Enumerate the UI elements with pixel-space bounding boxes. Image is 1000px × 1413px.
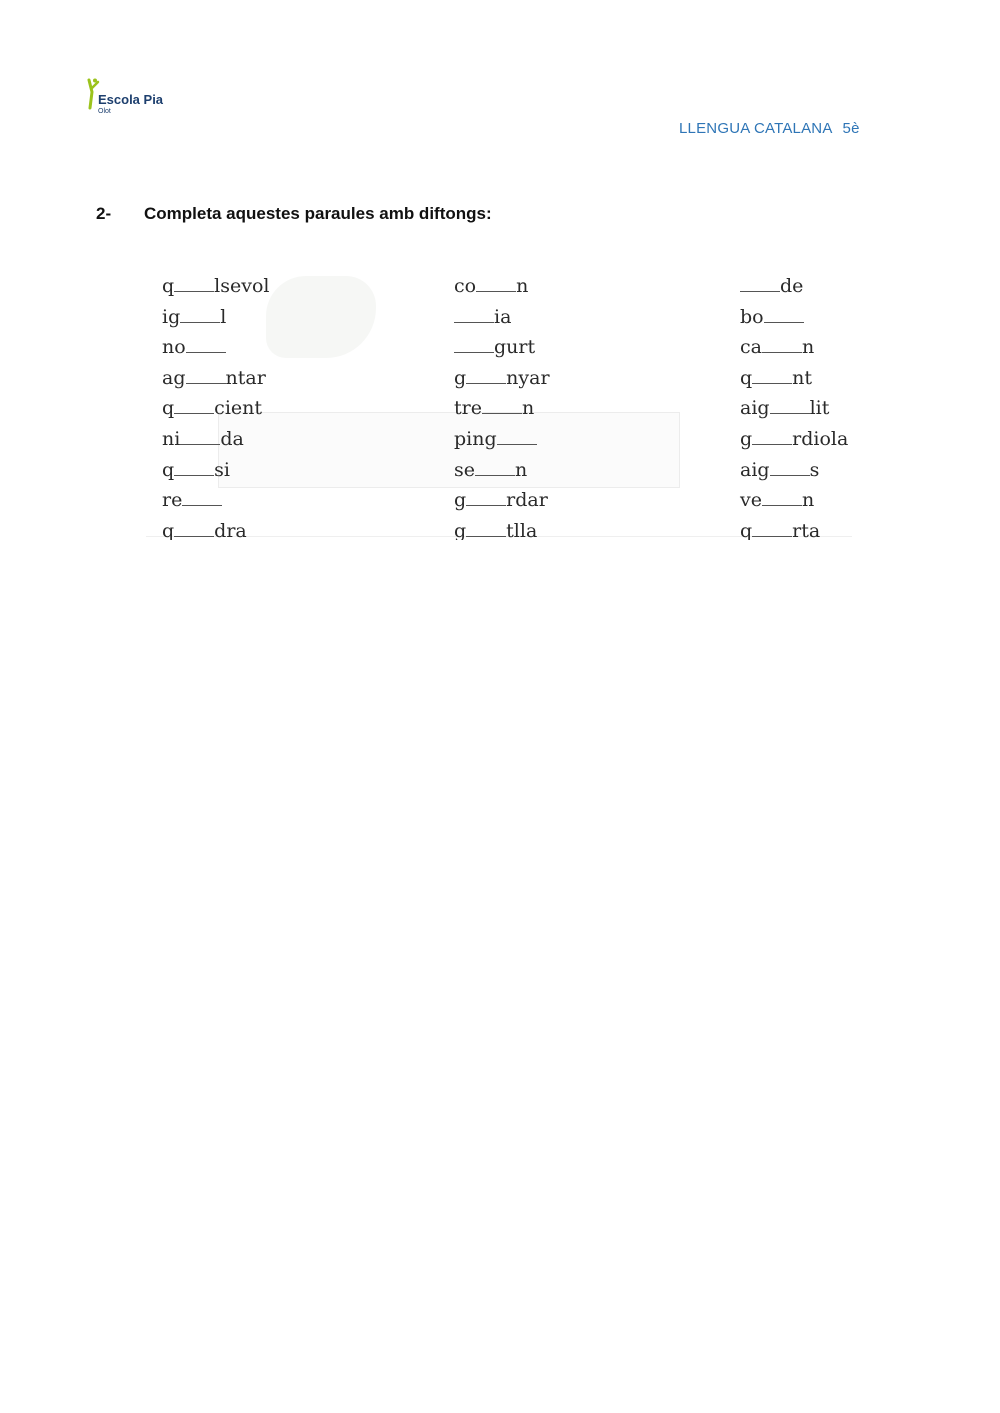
fill-in-word (740, 458, 819, 482)
subject-header (679, 120, 860, 137)
word-suffix: n (515, 458, 528, 481)
subject-name: LLENGUA CATALANA (679, 120, 833, 137)
word-suffix: l (220, 305, 227, 328)
fill-in-word (162, 305, 226, 329)
school-name: Escola Pia (98, 92, 164, 107)
word-blank[interactable] (764, 305, 804, 323)
word-prefix: aig (740, 397, 770, 420)
word-blank[interactable] (466, 519, 506, 537)
word-suffix: rdiola (792, 428, 849, 450)
word-blank[interactable] (174, 396, 214, 414)
word-blank[interactable] (475, 458, 515, 476)
word-blank[interactable] (182, 488, 222, 506)
word-blank[interactable] (762, 488, 802, 506)
word-blank[interactable] (466, 366, 506, 384)
fill-in-word (162, 335, 226, 359)
fill-in-word (740, 488, 814, 512)
fill-in-word (740, 366, 812, 390)
word-blank[interactable] (180, 305, 220, 323)
word-blank[interactable] (454, 305, 494, 323)
word-suffix: dra (214, 519, 247, 540)
word-blank[interactable] (752, 366, 792, 384)
word-prefix: g (454, 489, 467, 512)
word-blank[interactable] (762, 335, 802, 353)
fill-in-word (740, 427, 848, 451)
word-blank[interactable] (174, 519, 214, 537)
word-prefix: co (454, 275, 477, 297)
word-blank[interactable] (482, 396, 522, 414)
fill-in-word (454, 458, 527, 482)
word-suffix: cient (214, 397, 263, 420)
word-suffix: n (801, 336, 815, 359)
word-suffix: gurt (494, 336, 536, 359)
fill-in-word (162, 366, 266, 390)
exercise-title (96, 204, 492, 224)
fill-in-word (740, 305, 804, 329)
fill-in-word (454, 274, 528, 298)
fill-in-word (454, 519, 537, 540)
word-suffix: ntar (225, 366, 266, 389)
word-suffix: rdar (506, 489, 548, 512)
faded-illustration (266, 276, 376, 358)
fill-in-word (162, 396, 262, 420)
word-prefix: aig (740, 458, 770, 481)
fill-in-word (454, 366, 550, 390)
word-blank[interactable] (770, 458, 810, 476)
word-blank[interactable] (740, 274, 780, 292)
scanned-word-exercise (146, 272, 852, 540)
word-blank[interactable] (466, 488, 506, 506)
word-suffix: de (780, 275, 804, 297)
fill-in-word (162, 458, 230, 482)
word-suffix: si (214, 458, 230, 481)
school-city: Olot (98, 108, 111, 115)
exercise-number: 2- (96, 204, 112, 223)
fill-in-word (454, 335, 535, 359)
word-suffix: lit (809, 397, 830, 420)
fill-in-word (454, 305, 511, 329)
fill-in-word (740, 335, 814, 359)
fill-in-word (740, 396, 829, 420)
word-suffix: n (801, 489, 815, 512)
word-prefix: q (162, 458, 175, 481)
word-blank[interactable] (752, 427, 792, 445)
word-blank[interactable] (476, 274, 516, 292)
word-suffix: n (521, 397, 535, 420)
fill-in-word (740, 274, 803, 298)
word-prefix: re (162, 489, 183, 512)
word-suffix: ia (494, 305, 512, 328)
word-suffix: lsevol (214, 275, 270, 297)
fill-in-word (454, 427, 537, 451)
fill-in-word (162, 274, 270, 298)
word-prefix: ni (162, 428, 181, 450)
fill-in-word (454, 488, 548, 512)
word-blank[interactable] (752, 519, 792, 537)
word-suffix: n (516, 275, 529, 297)
exercise-instruction: Completa aquestes paraules amb diftongs: (144, 204, 492, 223)
word-blank[interactable] (180, 427, 220, 445)
word-suffix: nyar (506, 366, 550, 389)
word-prefix: bo (740, 305, 764, 328)
fill-in-word (162, 488, 222, 512)
word-blank[interactable] (770, 396, 810, 414)
word-prefix: q (740, 366, 753, 389)
word-blank[interactable] (174, 274, 214, 292)
fill-in-word (454, 396, 534, 420)
word-blank[interactable] (454, 335, 494, 353)
fill-in-word (162, 427, 244, 451)
word-blank[interactable] (174, 458, 214, 476)
fill-in-word (162, 519, 247, 540)
word-prefix: ca (740, 336, 762, 359)
word-prefix: q (162, 519, 175, 540)
word-suffix: nt (792, 366, 813, 389)
word-prefix: q (162, 275, 175, 297)
subject-level: 5è (842, 120, 860, 137)
word-prefix: se (454, 458, 475, 481)
word-prefix: no (162, 336, 186, 359)
school-logo (86, 78, 176, 118)
word-suffix: da (220, 428, 244, 450)
fill-in-word (740, 519, 820, 540)
word-prefix: ag (162, 366, 186, 389)
word-prefix: g (740, 428, 753, 450)
word-prefix: g (454, 519, 467, 540)
word-blank[interactable] (186, 366, 226, 384)
faded-box (218, 412, 680, 488)
word-prefix: ig (162, 305, 181, 328)
word-suffix: rta (792, 519, 821, 540)
word-prefix: ve (740, 489, 762, 512)
word-suffix: s (809, 458, 820, 481)
word-blank[interactable] (497, 427, 537, 445)
word-prefix: q (740, 519, 753, 540)
word-blank[interactable] (186, 335, 226, 353)
word-suffix: tlla (506, 519, 538, 540)
word-prefix: tre (454, 397, 482, 420)
word-prefix: g (454, 366, 467, 389)
word-prefix: q (162, 397, 175, 420)
word-prefix: ping (454, 428, 497, 450)
